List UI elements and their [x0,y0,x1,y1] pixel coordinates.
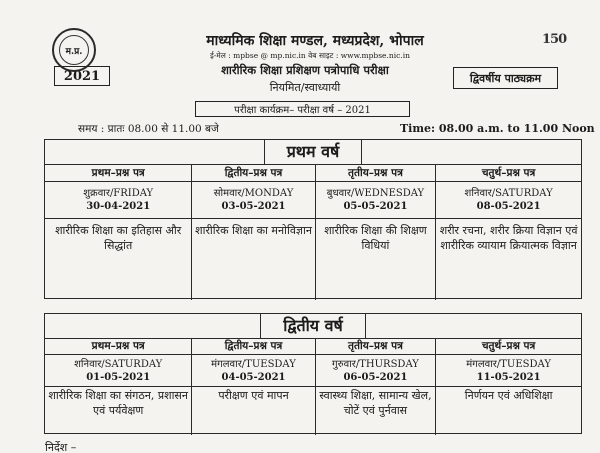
year-box: 2021 [54,66,110,86]
exam-subtitle: नियमित/स्वाध्यायी [269,81,341,94]
exam-date-cell [436,354,581,386]
paper-header: द्वितीय–प्रश्न पत्र [192,164,315,181]
year1-heading [45,140,581,164]
exam-day: शनिवार/SATURDAY [74,358,163,370]
paper-header: चतुर्थ–प्रश्न पत्र [436,164,581,181]
anniversary-logo: 150 [542,32,567,47]
exam-day: गुरुवार/THURSDAY [332,358,419,370]
year2-table [44,313,582,434]
exam-date: 06-05-2021 [343,371,408,383]
exam-date-cell [192,181,315,218]
subject-cell: शारीरिक शिक्षा का संगठन, प्रशासन एवं पर्यवेक्षण [45,386,192,435]
exam-date: 04-05-2021 [221,371,286,383]
time-english: Time: 08.00 a.m. to 11.00 Noon [400,122,595,135]
year1-title: प्रथम वर्ष [264,140,363,164]
board-emblem: म.प्र. [59,35,89,65]
exam-date: 11-05-2021 [476,371,541,383]
exam-day: मंगलवार/TUESDAY [211,358,296,370]
exam-date-cell [316,181,437,218]
exam-date: 30-04-2021 [86,201,151,212]
subject-cell: शारीरिक शिक्षा का मनोविज्ञान [192,218,315,300]
year1-grid [45,164,581,300]
paper-header: तृतीय–प्रश्न पत्र [316,164,437,181]
subject-cell: शारीरिक शिक्षा की शिक्षण विधियां [316,218,437,300]
time-hindi: समय : प्रातः 08.00 से 11.00 बजे [78,123,219,135]
exam-date: 03-05-2021 [221,201,286,212]
subject-cell: निर्णयन एवं अधिशिक्षा [436,386,581,435]
exam-date-cell [436,181,581,218]
exam-day: सोमवार/MONDAY [213,188,294,199]
paper-header: द्वितीय–प्रश्न पत्र [192,338,315,354]
subject-cell: स्वास्थ्य शिक्षा, सामान्य खेल, चोटें एवं पुर्नवास [316,386,437,435]
subject-cell: शारीरिक शिक्षा का इतिहास और सिद्धांत [45,218,192,300]
exam-day: शनिवार/SATURDAY [464,188,553,199]
subject-cell: शरीर रचना, शरीर क्रिया विज्ञान एवं शारीरिक व्यायाम क्रियात्मक विज्ञान [436,218,581,300]
year2-heading [45,314,581,338]
year2-grid [45,338,581,435]
exam-date-cell [192,354,315,386]
exam-date-cell [45,354,192,386]
exam-title: शारीरिक शिक्षा प्रशिक्षण पत्रोपाधि परीक्षा [221,63,389,77]
exam-date: 01-05-2021 [86,371,151,383]
exam-date-cell [316,354,437,386]
paper-header: तृतीय–प्रश्न पत्र [316,338,437,354]
exam-date: 08-05-2021 [476,201,541,212]
exam-date-cell [45,181,192,218]
exam-day: मंगलवार/TUESDAY [466,358,551,370]
subject-cell: परीक्षण एवं मापन [192,386,315,435]
schedule-title: परीक्षा कार्यक्रम– परीक्षा वर्ष – 2021 [195,101,410,117]
year1-table [44,139,582,299]
org-contact: ई-मेल : mpbse @ mp.nic.in वेब साइट : www.mpbse.nic.in [210,51,410,60]
paper-header: चतुर्थ–प्रश्न पत्र [436,338,581,354]
exam-day: शुक्रवार/FRIDAY [83,188,154,199]
instructions-label: निर्देश – [45,441,77,453]
paper-header: प्रथम–प्रश्न पत्र [45,164,192,181]
program-box: द्विवर्षीय पाठ्यक्रम [453,67,558,89]
org-title: माध्यमिक शिक्षा मण्डल, मध्यप्रदेश, भोपाल [206,33,424,49]
exam-date: 05-05-2021 [343,201,408,212]
exam-day: बुधवार/WEDNESDAY [326,188,425,199]
paper-header: प्रथम–प्रश्न पत्र [45,338,192,354]
year2-title: द्वितीय वर्ष [260,314,366,338]
